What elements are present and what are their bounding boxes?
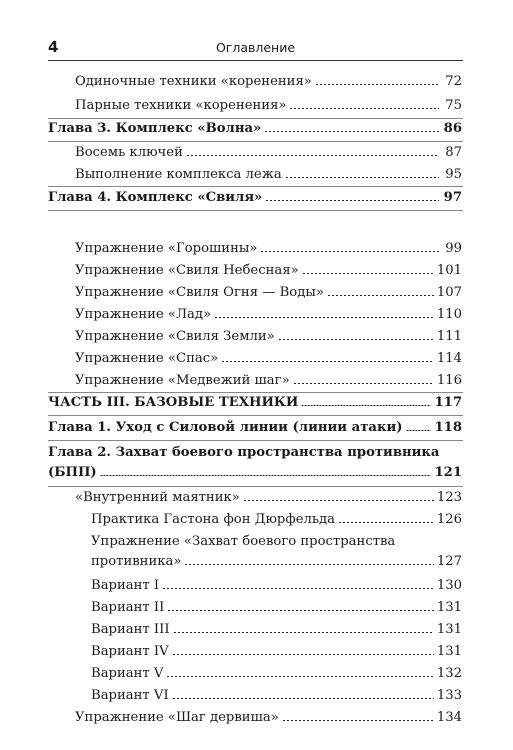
toc-entry-title-line2: противника» (91, 554, 182, 569)
toc-chapter[interactable] (48, 188, 462, 208)
toc-entry-title: Парные техники «коренения» (75, 98, 287, 113)
toc-entry[interactable] (75, 72, 462, 92)
toc-entry-title: Вариант V (91, 666, 164, 681)
toc-entry-page: 121 (434, 465, 462, 480)
toc-entry-title: ЧАСТЬ III. БАЗОВЫЕ ТЕХНИКИ (48, 395, 299, 410)
toc-entry-page: 101 (436, 263, 462, 278)
toc-entry-title: Выполнение комплекса лежа (75, 167, 282, 182)
toc-entry[interactable] (75, 371, 462, 391)
toc-entry-page: 95 (445, 167, 462, 182)
toc-entry[interactable] (91, 532, 462, 572)
toc-chapter[interactable] (48, 418, 462, 438)
toc-entry-title: Упражнение «Свиля Небесная» (75, 263, 299, 278)
toc-entry-title: Глава 1. Уход с Силовой линии (линии атаки) (48, 420, 403, 435)
toc-entry-page: 75 (445, 98, 462, 113)
toc-entry[interactable] (75, 349, 462, 369)
toc-entry-title: Упражнение «Медвежий шаг» (75, 373, 290, 388)
dot-leader (162, 588, 434, 590)
toc-entry[interactable] (75, 327, 462, 347)
toc-part[interactable] (48, 393, 462, 413)
toc-entry-title: Вариант III (91, 622, 170, 637)
dot-leader (166, 676, 433, 678)
dot-leader (172, 654, 434, 656)
section-divider (48, 440, 463, 441)
toc-entry[interactable] (91, 620, 462, 640)
toc-entry-page: 86 (443, 121, 462, 136)
toc-entry[interactable] (75, 165, 462, 185)
running-title: Оглавление (215, 40, 296, 55)
toc-entry[interactable] (91, 686, 462, 706)
toc-entry-page: 131 (436, 644, 462, 659)
page-number: 4 (48, 38, 59, 56)
toc-entry-title: Упражнение «Спас» (75, 351, 219, 366)
section-divider (48, 486, 463, 487)
dot-leader (221, 361, 434, 363)
toc-entry[interactable] (75, 143, 462, 163)
toc-entry-title: Упражнение «Лад» (75, 307, 212, 322)
toc-chapter[interactable] (48, 119, 462, 139)
toc-entry-title: Упражнение «Шаг дервиша» (75, 710, 279, 725)
toc-entry-page: 97 (443, 190, 462, 205)
toc-entry-page: 131 (436, 600, 462, 615)
dot-leader (302, 273, 434, 275)
dot-leader (278, 339, 434, 341)
toc-entry[interactable] (75, 96, 462, 116)
toc-entry[interactable] (75, 283, 462, 303)
toc-entry-title: Вариант VI (91, 688, 169, 703)
toc-entry-page: 130 (436, 578, 462, 593)
toc-entry-page: 118 (434, 420, 462, 435)
toc-entry-page: 131 (436, 622, 462, 637)
dot-leader (167, 610, 433, 612)
toc-entry-title: Практика Гастона фон Дюрфельда (91, 512, 336, 527)
dot-leader (293, 383, 434, 385)
toc-entry-page: 133 (436, 688, 462, 703)
dot-leader (243, 500, 434, 502)
dot-leader (172, 698, 434, 700)
toc-entry-title: Восемь ключей (75, 145, 183, 160)
toc-entry[interactable] (91, 510, 462, 530)
toc-entry-title: Вариант IV (91, 644, 169, 659)
toc-entry[interactable] (91, 576, 462, 596)
toc-entry[interactable] (75, 239, 462, 259)
toc-entry[interactable] (75, 488, 462, 508)
dot-leader (260, 251, 439, 253)
toc-entry-page: 72 (445, 74, 462, 89)
toc-entry-page: 111 (436, 329, 462, 344)
toc-entry-page: 123 (436, 490, 462, 505)
section-divider (48, 141, 463, 142)
toc-entry-page: 117 (434, 395, 462, 410)
dot-leader (265, 200, 439, 202)
toc-entry-title: Вариант II (91, 600, 165, 615)
dot-leader (173, 632, 434, 634)
dot-leader (100, 475, 432, 477)
toc-entry-title: Упражнение «Свиля Огня — Воды» (75, 285, 324, 300)
toc-entry[interactable] (75, 305, 462, 325)
toc-entry-page: 134 (436, 710, 462, 725)
dot-leader (282, 720, 434, 722)
dot-leader (184, 564, 433, 566)
toc-entry[interactable] (91, 642, 462, 662)
toc-entry-page: 114 (436, 351, 462, 366)
toc-entry-title: Одиночные техники «коренения» (75, 74, 312, 89)
toc-entry-title: Упражнение «Свиля Земли» (75, 329, 275, 344)
dot-leader (285, 177, 439, 179)
toc-entry[interactable] (75, 708, 462, 728)
toc-entry[interactable] (75, 261, 462, 281)
toc-entry-title-line2: (БПП) (48, 465, 97, 480)
dot-leader (264, 131, 439, 133)
dot-leader (186, 155, 439, 157)
toc-entry-page: 107 (436, 285, 462, 300)
toc-entry-page: 110 (436, 307, 462, 322)
toc-entry-page: 116 (436, 373, 462, 388)
dot-leader (327, 295, 434, 297)
dot-leader (289, 108, 439, 110)
toc-chapter[interactable] (48, 443, 462, 483)
section-divider (48, 210, 463, 211)
toc-entry-title: Упражнение «Горошины» (75, 241, 258, 256)
toc-entry-page: 87 (445, 145, 462, 160)
toc-entry-title-line1: Упражнение «Захват боевого пространства (91, 534, 396, 549)
dot-leader (301, 405, 431, 407)
toc-entry[interactable] (91, 598, 462, 618)
toc-entry[interactable] (91, 664, 462, 684)
toc-entry-page: 127 (436, 554, 462, 569)
section-divider (48, 415, 463, 416)
toc-entry-page: 126 (436, 512, 462, 527)
dot-leader (214, 317, 434, 319)
toc-entry-title-line1: Глава 2. Захват боевого пространства противника (48, 445, 440, 460)
toc-entry-title: Вариант I (91, 578, 160, 593)
toc-entry-title: Глава 4. Комплекс «Свиля» (48, 190, 263, 205)
dot-leader (406, 430, 432, 432)
toc-entry-page: 132 (436, 666, 462, 681)
dot-leader (315, 84, 439, 86)
toc-entry-title: «Внутренний маятник» (75, 490, 240, 505)
section-divider (48, 186, 463, 187)
dot-leader (338, 522, 434, 524)
toc-entry-title: Глава 3. Комплекс «Волна» (48, 121, 262, 136)
toc-entry-page: 99 (445, 241, 462, 256)
